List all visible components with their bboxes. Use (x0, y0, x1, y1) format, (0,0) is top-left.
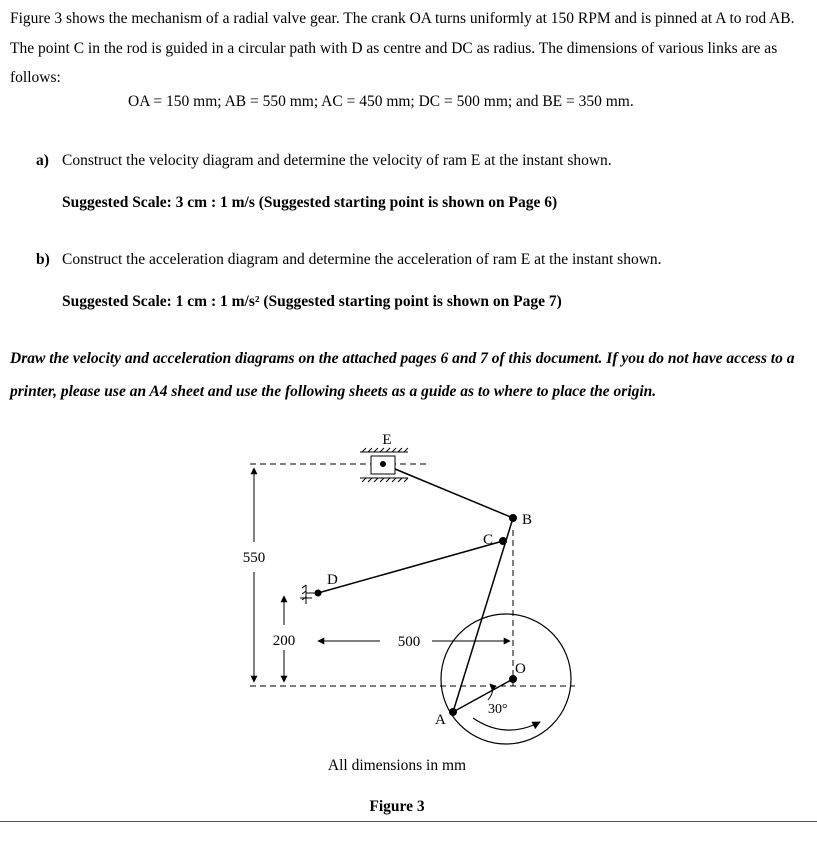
label-b: B (522, 512, 533, 528)
joint-a (449, 708, 457, 716)
joint-c (499, 537, 507, 545)
slider-upper-hatch (362, 448, 408, 452)
slider-e (360, 448, 408, 482)
links (318, 464, 513, 712)
label-c: C (483, 532, 494, 548)
part-a-text: Construct the velocity diagram and determine the velocity of ram E at the instant shown. (62, 152, 612, 169)
link-be (383, 464, 513, 518)
reference-lines (250, 464, 575, 686)
part-a-label: a) (36, 152, 49, 169)
link-dimensions: OA = 150 mm; AB = 550 mm; AC = 450 mm; DC = 500 mm; and BE = 350 mm. (128, 93, 634, 110)
part-a-scale: Suggested Scale: 3 cm : 1 m/s (Suggested starting point is shown on Page 6) (62, 194, 558, 211)
pivot-d-hatch-2 (302, 591, 306, 594)
pivot-d-hatch-1 (302, 585, 306, 588)
part-b-scale: Suggested Scale: 1 cm : 1 m/s² (Suggested starting point is shown on Page 7) (62, 293, 562, 310)
intro-paragraph: Figure 3 shows the mechanism of a radial valve gear. The crank OA turns uniformly at 150 RPM and is pinned at A to rod AB. The point C in the rod is guided in a circular path with D as centre and DC as radius. The dimensions of various links are as follows: (10, 10, 795, 86)
dim-500-label: 500 (397, 634, 421, 650)
mechanism-figure (220, 420, 600, 745)
link-dc (318, 541, 503, 593)
part-b (36, 250, 662, 270)
part-b-text: Construct the acceleration diagram and determine the acceleration of ram E at the instant shown. (62, 251, 662, 268)
joint-e (381, 462, 386, 467)
part-a (36, 151, 612, 171)
part-b-label: b) (36, 251, 50, 268)
angle-label: 30° (488, 702, 508, 717)
label-d: D (327, 572, 338, 588)
label-o: O (515, 661, 526, 677)
dimensions-note: All dimensions in mm (327, 757, 467, 774)
crank-circle (441, 614, 571, 744)
slider-lower-hatch (362, 478, 408, 482)
page-divider (0, 821, 817, 822)
instruction-note: Draw the velocity and acceleration diagrams on the attached pages 6 and 7 of this document. If you do not have access to a printer, please use an A4 sheet and use the following sheets as a guide as to where to place the origin. (10, 350, 795, 400)
label-a: A (435, 712, 446, 728)
joint-b (509, 514, 517, 522)
dim-550-label: 550 (242, 550, 266, 566)
figure-caption: Figure 3 (369, 798, 425, 815)
label-e: E (382, 432, 392, 448)
rotation-arrow (473, 718, 540, 730)
dim-200-label: 200 (272, 633, 296, 649)
